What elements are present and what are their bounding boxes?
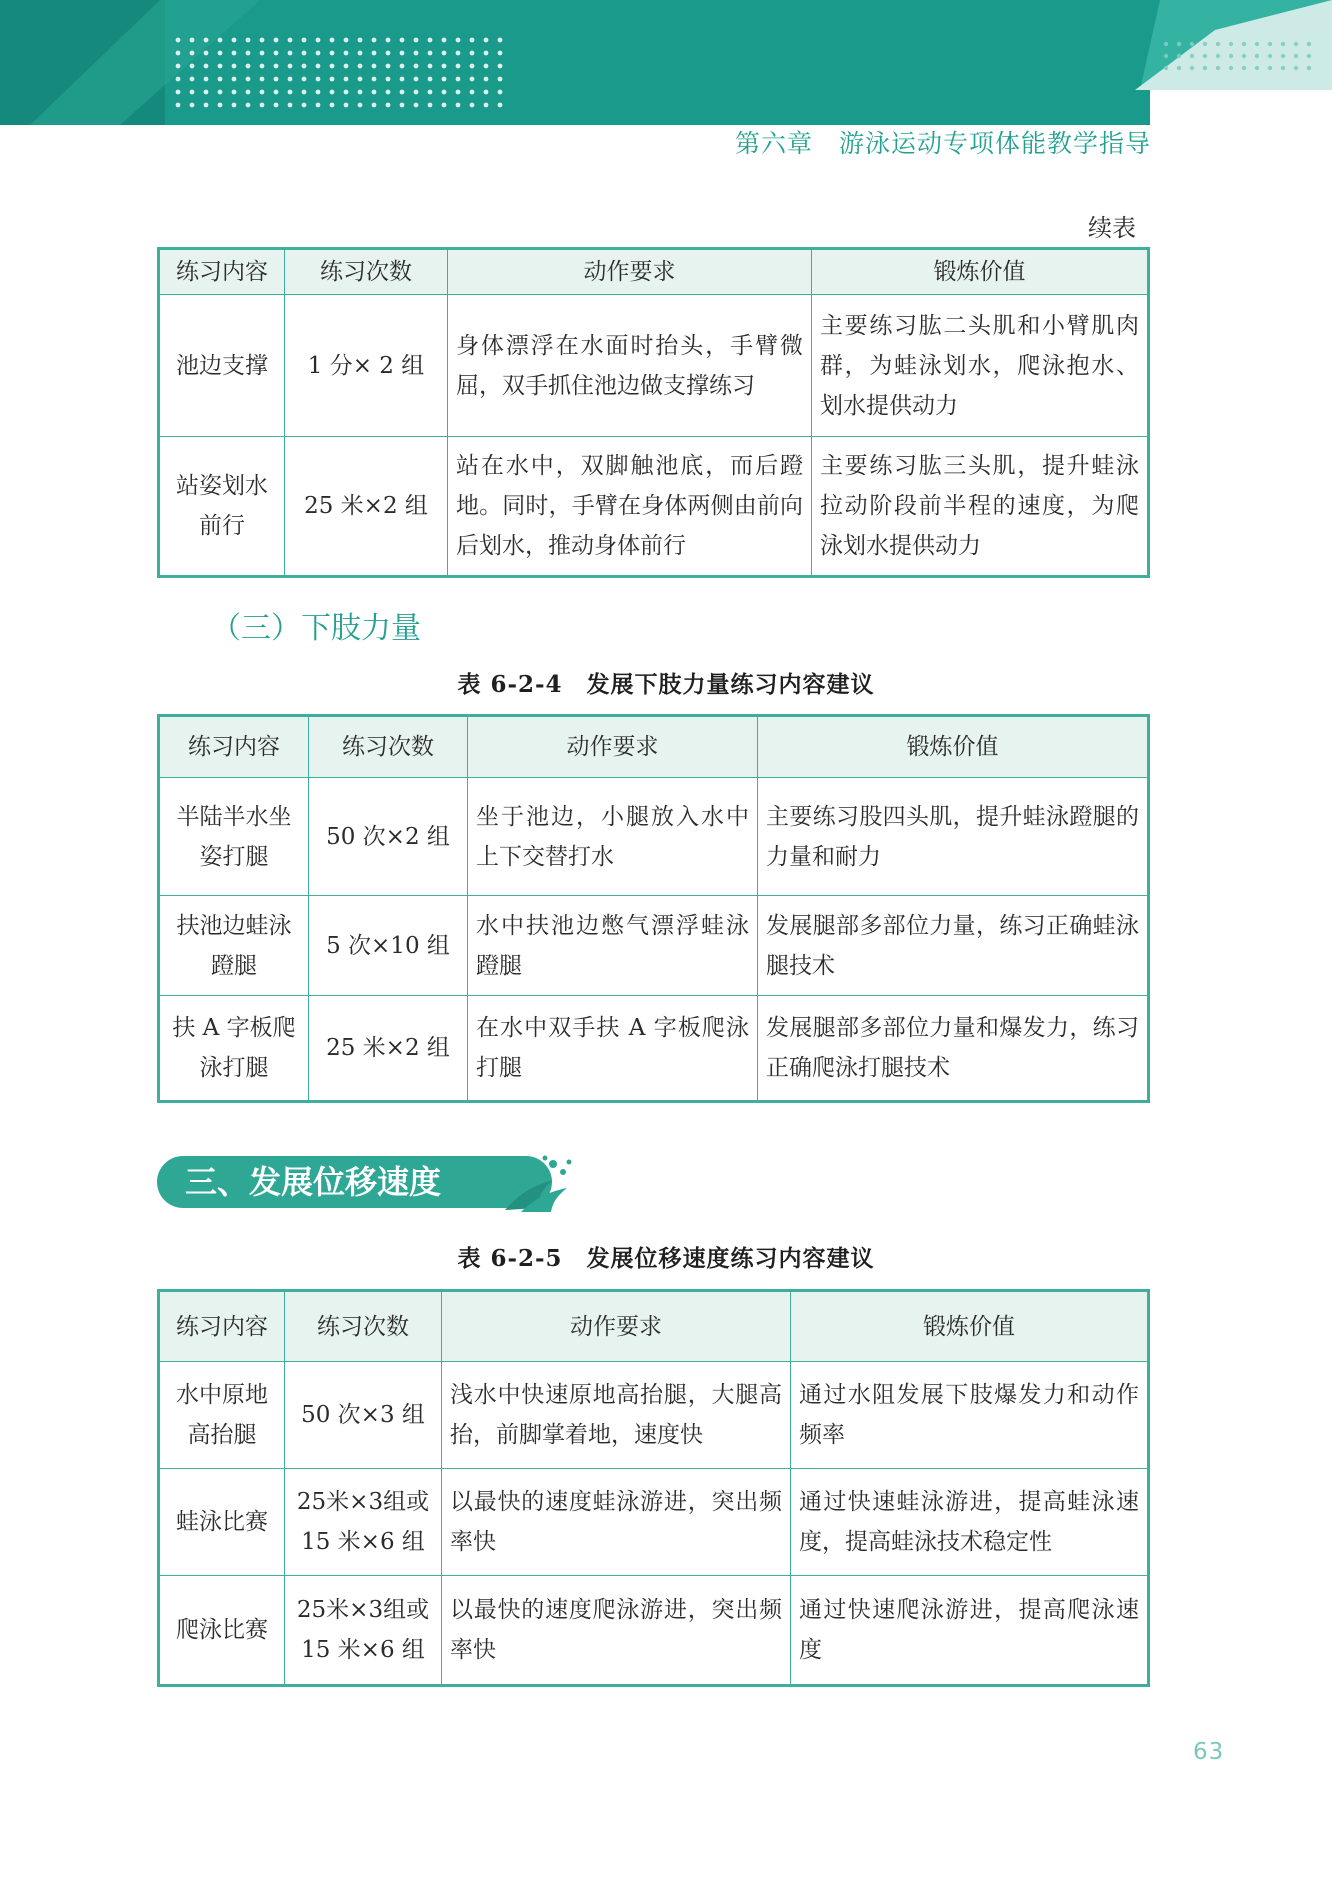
column-header: 练习内容: [159, 249, 285, 295]
cell-value: 发展腿部多部位力量和爆发力，练习正确爬泳打腿技术: [758, 996, 1149, 1102]
section-heading-bar: [157, 1156, 575, 1208]
column-header: 练习次数: [285, 249, 448, 295]
cell-reps: 25米×3组或15 米×6 组: [285, 1469, 442, 1576]
cell-value: 通过快速蛙泳游进，提高蛙泳速度，提高蛙泳技术稳定性: [791, 1469, 1149, 1576]
column-header: 动作要求: [468, 716, 758, 778]
column-header: 练习次数: [309, 716, 468, 778]
cell-reps: 1 分× 2 组: [285, 295, 448, 437]
column-header: 锻炼价值: [758, 716, 1149, 778]
table-row: [159, 1576, 1149, 1686]
cell-requirements: 坐于池边，小腿放入水中上下交替打水: [468, 778, 758, 896]
cell-reps: 25 米×2 组: [309, 996, 468, 1102]
column-header: 锻炼价值: [791, 1291, 1149, 1362]
table-row: [159, 996, 1149, 1102]
cell-requirements: 站在水中，双脚触池底，而后蹬地。同时，手臂在身体两侧由前向后划水，推动身体前行: [448, 437, 812, 577]
cell-exercise: 半陆半水坐姿打腿: [159, 778, 309, 896]
cell-reps: 50 次×3 组: [285, 1362, 442, 1469]
cell-reps: 5 次×10 组: [309, 896, 468, 996]
table-row: [159, 896, 1149, 996]
cell-requirements: 以最快的速度蛙泳游进，突出频率快: [442, 1469, 791, 1576]
table-upper-limb-continued: [157, 247, 1150, 578]
column-header: 练习次数: [285, 1291, 442, 1362]
table-row: [159, 1469, 1149, 1576]
column-header: 锻炼价值: [812, 249, 1149, 295]
cell-value: 通过水阻发展下肢爆发力和动作频率: [791, 1362, 1149, 1469]
cell-reps: 25米×3组或15 米×6 组: [285, 1576, 442, 1686]
column-header: 动作要求: [442, 1291, 791, 1362]
table-header-row: [159, 1291, 1149, 1362]
page-number: 63: [1193, 1739, 1225, 1765]
table-lower-limb: [157, 714, 1150, 1103]
table-caption: 表 6-2-5 发展位移速度练习内容建议: [457, 1245, 875, 1272]
cell-requirements: 身体漂浮在水面时抬头，手臂微屈，双手抓住池边做支撑练习: [448, 295, 812, 437]
table-row: [159, 1362, 1149, 1469]
table-displacement-speed: [157, 1289, 1150, 1687]
table-header-row: [159, 249, 1149, 295]
cell-value: 通过快速爬泳游进，提高爬泳速度: [791, 1576, 1149, 1686]
subsection-heading: （三）下肢力量: [211, 611, 421, 646]
cell-requirements: 以最快的速度爬泳游进，突出频率快: [442, 1576, 791, 1686]
cell-exercise: 蛙泳比赛: [159, 1469, 285, 1576]
cell-exercise: 池边支撑: [159, 295, 285, 437]
section-heading: 三、发展位移速度: [185, 1163, 442, 1201]
header-banner: [0, 0, 1332, 125]
cell-value: 主要练习股四头肌，提升蛙泳蹬腿的力量和耐力: [758, 778, 1149, 896]
cell-exercise: 水中原地高抬腿: [159, 1362, 285, 1469]
cell-exercise: 爬泳比赛: [159, 1576, 285, 1686]
cell-exercise: 站姿划水前行: [159, 437, 285, 577]
table-row: [159, 295, 1149, 437]
table-caption: 表 6-2-4 发展下肢力量练习内容建议: [457, 671, 875, 698]
table-header-row: [159, 716, 1149, 778]
cell-value: 主要练习肱三头肌，提升蛙泳拉动阶段前半程的速度，为爬泳划水提供动力: [812, 437, 1149, 577]
cell-value: 发展腿部多部位力量，练习正确蛙泳腿技术: [758, 896, 1149, 996]
cell-exercise: 扶池边蛙泳蹬腿: [159, 896, 309, 996]
table-row: [159, 778, 1149, 896]
cell-requirements: 水中扶池边憋气漂浮蛙泳蹬腿: [468, 896, 758, 996]
wave-icon: [487, 1150, 575, 1214]
cell-reps: 50 次×2 组: [309, 778, 468, 896]
cell-reps: 25 米×2 组: [285, 437, 448, 577]
cell-value: 主要练习肱二头肌和小臂肌肉群，为蛙泳划水，爬泳抱水、划水提供动力: [812, 295, 1149, 437]
cell-requirements: 在水中双手扶 A 字板爬泳打腿: [468, 996, 758, 1102]
column-header: 练习内容: [159, 716, 309, 778]
chapter-title: 第六章 游泳运动专项体能教学指导: [734, 129, 1151, 158]
column-header: 练习内容: [159, 1291, 285, 1362]
continued-table-label: 续表: [1088, 214, 1136, 242]
cell-requirements: 浅水中快速原地高抬腿，大腿高抬，前脚掌着地，速度快: [442, 1362, 791, 1469]
column-header: 动作要求: [448, 249, 812, 295]
table-row: [159, 437, 1149, 577]
cell-exercise: 扶 A 字板爬泳打腿: [159, 996, 309, 1102]
